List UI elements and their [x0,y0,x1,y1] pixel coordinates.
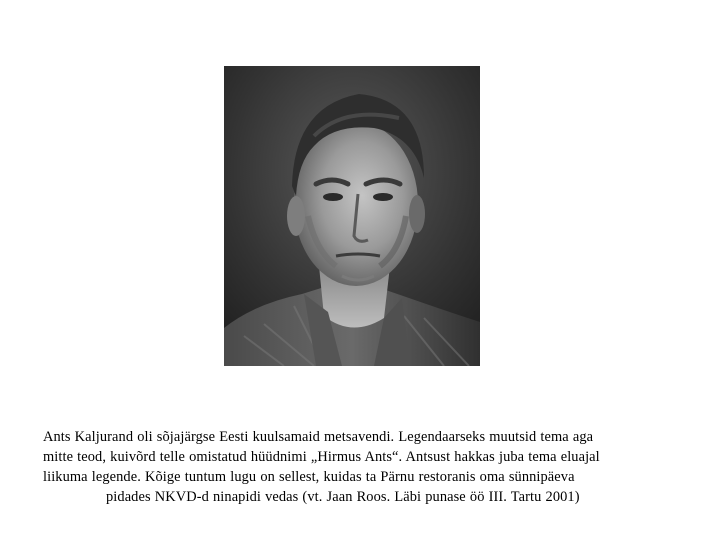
caption-line: Ants Kaljurand oli sõjajärgse Eesti kuulsamaid metsavendi. Legendaarseks muutsid tema aga [43,429,594,445]
portrait-image [224,66,480,366]
photo-caption [43,427,683,507]
caption-line: pidades NKVD-d ninapidi vedas (vt. Jaan Roos. Läbi punase öö III. Tartu 2001) [106,489,580,505]
portrait-photo [224,66,480,366]
caption-line: liikuma legende. Kõige tuntum lugu on sellest, kuidas ta Pärnu restoranis oma sünnipäeva [43,469,575,485]
caption-line: mitte teod, kuivõrd telle omistatud hüüdnimi „Hirmus Ants“. Antsust hakkas juba tema eluajal [43,449,600,465]
